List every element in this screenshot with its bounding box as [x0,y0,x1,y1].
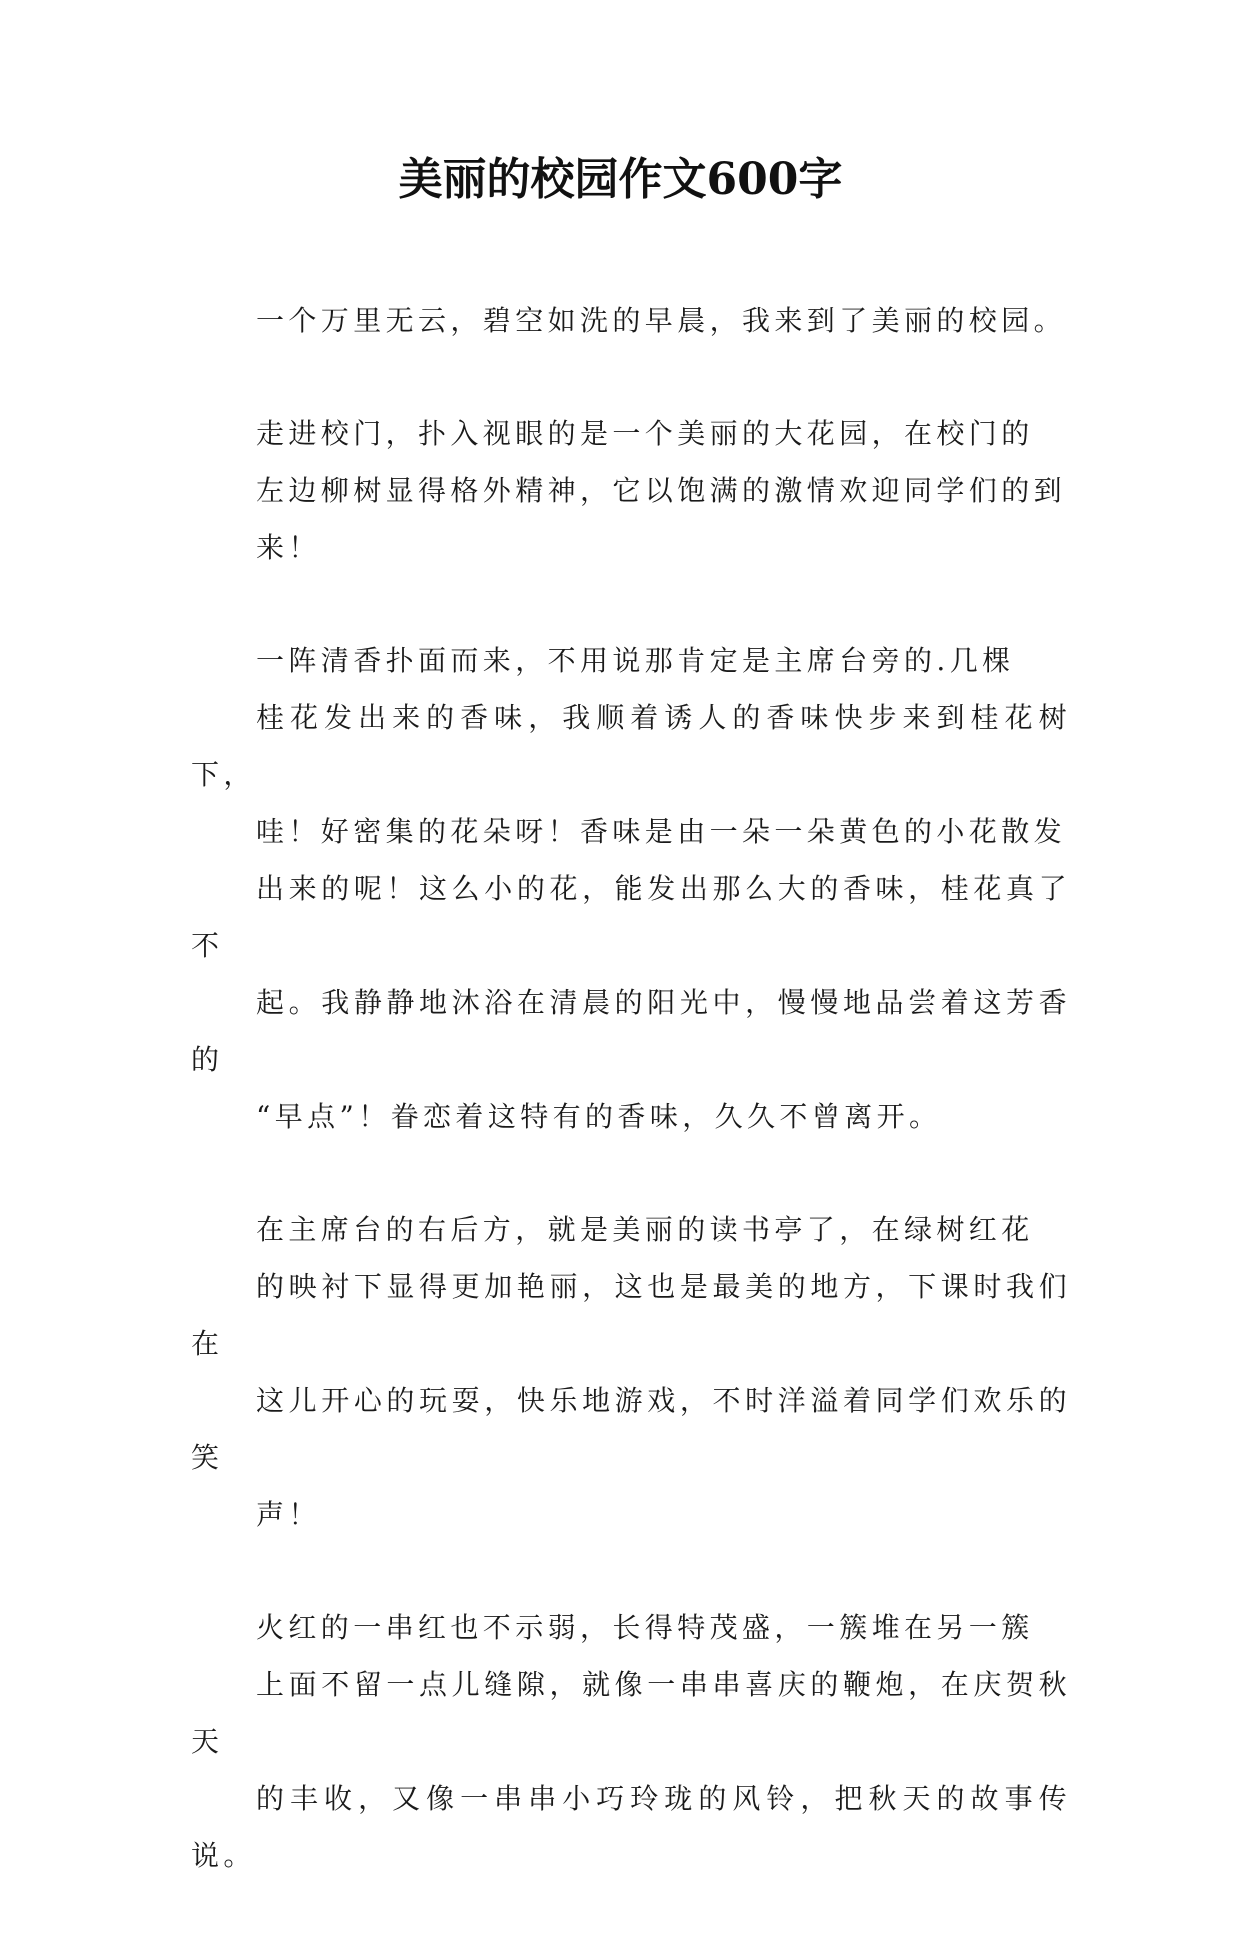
paragraph-line: “早点”！眷恋着这特有的香味，久久不曾离开。 [256,1100,942,1133]
paragraph-3 [191,632,1071,1145]
paragraph-line: 声！ [256,1498,321,1531]
paragraph-1 [191,292,1071,349]
paragraph-line: 来！ [256,531,321,564]
paragraph-line: 左边柳树显得格外精神，它以饱满的激情欢迎同学们的到 [256,474,1067,507]
paragraph-line: 一个万里无云，碧空如洗的早晨，我来到了美丽的校园。 [256,304,1067,337]
document-body [191,292,1071,1940]
paragraph-line: 走进校门，扑入视眼的是一个美丽的大花园，在校门的 [256,417,1034,450]
paragraph-line: 的映衬下显得更加艳丽，这也是最美的地方，下课时我们在 [191,1270,1071,1360]
paragraph-line: 在主席台的右后方，就是美丽的读书亭了，在绿树红花 [256,1213,1034,1246]
paragraph-4 [191,1201,1071,1543]
paragraph-line: 的丰收，又像一串串小巧玲珑的风铃，把秋天的故事传说。 [191,1782,1071,1872]
paragraph-line: 哇！好密集的花朵呀！香味是由一朵一朵黄色的小花散发 [256,815,1067,848]
paragraph-2 [191,405,1071,576]
paragraph-line: 上面不留一点儿缝隙，就像一串串喜庆的鞭炮，在庆贺秋天 [191,1668,1071,1758]
paragraph-line: 起。我静静地沐浴在清晨的阳光中，慢慢地品尝着这芳香的 [191,986,1071,1076]
paragraph-line: 这儿开心的玩耍，快乐地游戏，不时洋溢着同学们欢乐的笑 [191,1384,1071,1474]
paragraph-line: 桂花发出来的香味，我顺着诱人的香味快步来到桂花树下， [191,701,1071,791]
paragraph-line: 一阵清香扑面而来，不用说那肯定是主席台旁的.几棵 [256,644,1015,677]
paragraph-line: 出来的呢！这么小的花，能发出那么大的香味，桂花真了不 [191,872,1071,962]
document-title: 美丽的校园作文600字 [398,154,843,205]
paragraph-line: 火红的一串红也不示弱，长得特茂盛，一簇堆在另一簇 [256,1611,1034,1644]
paragraph-5 [191,1599,1071,1884]
